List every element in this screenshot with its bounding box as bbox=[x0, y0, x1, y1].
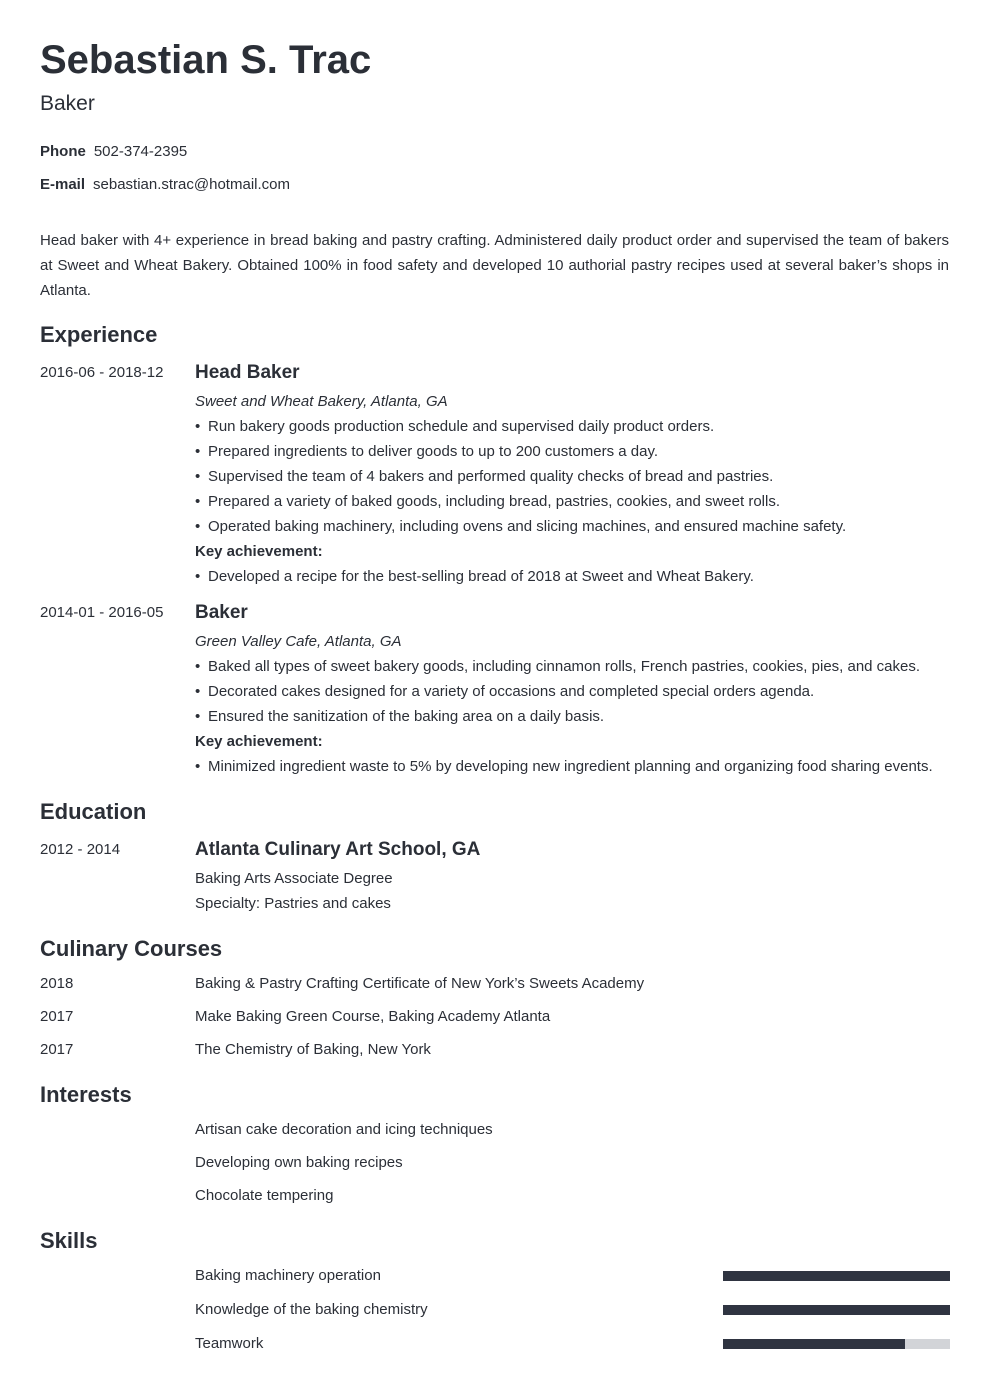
interest-item: Developing own baking recipes bbox=[195, 1154, 403, 1171]
skill-level-bar bbox=[723, 1339, 950, 1349]
course-name: The Chemistry of Baking, New York bbox=[195, 1041, 431, 1058]
job-dates: 2016-06 - 2018-12 bbox=[40, 364, 164, 381]
skill-level-fill bbox=[723, 1339, 905, 1349]
phone-label: Phone bbox=[40, 143, 86, 160]
job-bullet-text: Baked all types of sweet bakery goods, including cinnamon rolls, French pastries, cookies, pies, and cakes. bbox=[208, 658, 921, 675]
job-bullet-text: Operated baking machinery, including ovens and slicing machines, and ensured machine safety. bbox=[208, 518, 847, 535]
candidate-title: Baker bbox=[40, 92, 95, 115]
course-year: 2017 bbox=[40, 1041, 74, 1058]
phone-value: 502-374-2395 bbox=[93, 143, 188, 160]
job-company: Green Valley Cafe, Atlanta, GA bbox=[195, 633, 402, 650]
job-bullet-text: Decorated cakes designed for a variety of occasions and completed special orders agenda. bbox=[208, 683, 815, 700]
course-name: Baking & Pastry Crafting Certificate of New York’s Sweets Academy bbox=[195, 975, 645, 992]
job-dates: 2014-01 - 2016-05 bbox=[40, 604, 164, 621]
education-heading: Education bbox=[40, 799, 147, 824]
course-name: Make Baking Green Course, Baking Academy Atlanta bbox=[195, 1008, 551, 1025]
skill-name: Baking machinery operation bbox=[195, 1267, 381, 1284]
interest-item: Artisan cake decoration and icing techniques bbox=[195, 1121, 493, 1138]
achievement-bullet: • Developed a recipe for the best-selling bread of 2018 at Sweet and Wheat Bakery. bbox=[195, 568, 754, 585]
job-bullet-text: Ensured the sanitization of the baking area on a daily basis. bbox=[208, 708, 605, 725]
job-role: Head Baker bbox=[195, 362, 300, 383]
email-label: E-mail bbox=[40, 176, 86, 193]
contact-phone bbox=[40, 142, 187, 162]
job-bullet: • Supervised the team of 4 bakers and performed quality checks of bread and pastries. bbox=[195, 468, 774, 485]
job-bullet: • Ensured the sanitization of the baking area on a daily basis. bbox=[195, 708, 605, 725]
job-bullet-text: Supervised the team of 4 bakers and performed quality checks of bread and pastries. bbox=[208, 468, 774, 485]
job-bullet-text: Run bakery goods production schedule and supervised daily product orders. bbox=[208, 418, 715, 435]
education-specialty: Specialty: Pastries and cakes bbox=[195, 895, 391, 912]
course-year: 2017 bbox=[40, 1008, 74, 1025]
email-value: sebastian.strac@hotmail.com bbox=[93, 176, 290, 193]
skill-name: Teamwork bbox=[195, 1335, 264, 1352]
education-degree: Baking Arts Associate Degree bbox=[195, 870, 393, 887]
candidate-name: Sebastian S. Trac bbox=[40, 38, 372, 82]
skills-heading: Skills bbox=[40, 1228, 98, 1253]
courses-heading: Culinary Courses bbox=[40, 936, 223, 961]
course-year: 2018 bbox=[40, 975, 74, 992]
job-bullet: • Run bakery goods production schedule and supervised daily product orders. bbox=[195, 418, 715, 435]
job-bullet: • Prepared a variety of baked goods, including bread, pastries, cookies, and sweet rolls. bbox=[195, 493, 780, 510]
job-bullet: • Baked all types of sweet bakery goods, including cinnamon rolls, French pastries, cookies, pies, and cakes. bbox=[195, 658, 921, 675]
education-school: Atlanta Culinary Art School, GA bbox=[195, 839, 481, 860]
skill-level-bar bbox=[723, 1271, 950, 1281]
job-company: Sweet and Wheat Bakery, Atlanta, GA bbox=[195, 393, 448, 410]
achievement-text: Minimized ingredient waste to 5% by developing new ingredient planning and organizing food sharing events. bbox=[208, 758, 933, 775]
job-bullet: • Decorated cakes designed for a variety of occasions and completed special orders agenda. bbox=[195, 683, 815, 700]
job-bullet: • Prepared ingredients to deliver goods to up to 200 customers a day. bbox=[195, 443, 658, 460]
job-bullet-text: Prepared a variety of baked goods, including bread, pastries, cookies, and sweet rolls. bbox=[208, 493, 780, 510]
key-achievement-label: Key achievement: bbox=[195, 733, 323, 750]
summary-paragraph: Head baker with 4+ experience in bread baking and pastry crafting. Administered daily product order and supervised the team of bakers at Sweet and Wheat Bakery. Obtained 100% in food safety and developed 10 authorial pastry recipes used at several baker’s shops in Atlanta. bbox=[40, 232, 949, 299]
achievement-bullet: • Minimized ingredient waste to 5% by developing new ingredient planning and organizing food sharing events. bbox=[195, 758, 933, 775]
job-bullet-text: Prepared ingredients to deliver goods to up to 200 customers a day. bbox=[208, 443, 658, 460]
skill-level-fill bbox=[723, 1271, 950, 1281]
experience-heading: Experience bbox=[40, 322, 158, 347]
interest-item: Chocolate tempering bbox=[195, 1187, 334, 1204]
job-bullet: • Operated baking machinery, including ovens and slicing machines, and ensured machine safety. bbox=[195, 518, 847, 535]
achievement-text: Developed a recipe for the best-selling bread of 2018 at Sweet and Wheat Bakery. bbox=[208, 568, 754, 585]
education-dates: 2012 - 2014 bbox=[40, 841, 121, 858]
skill-level-bar bbox=[723, 1305, 950, 1315]
job-role: Baker bbox=[195, 602, 248, 623]
interests-heading: Interests bbox=[40, 1082, 132, 1107]
contact-email bbox=[40, 175, 290, 195]
skill-name: Knowledge of the baking chemistry bbox=[195, 1301, 428, 1318]
key-achievement-label: Key achievement: bbox=[195, 543, 323, 560]
skill-level-fill bbox=[723, 1305, 950, 1315]
